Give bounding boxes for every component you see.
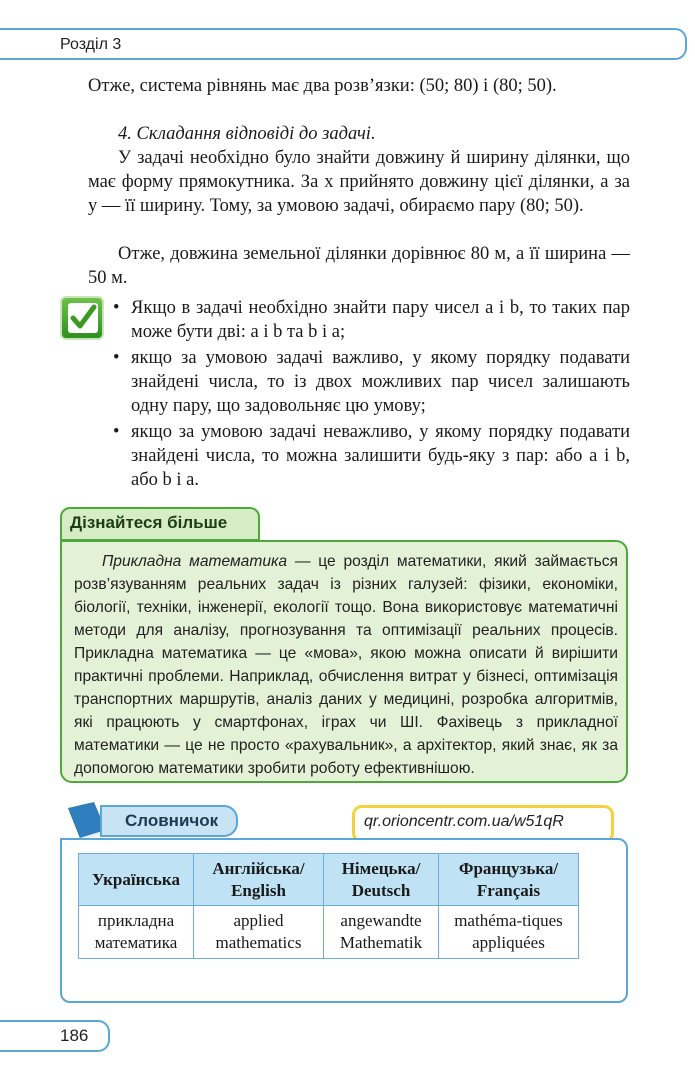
bullet-item (113, 296, 630, 344)
learn-more-text (74, 550, 618, 780)
bullet-dot: • (113, 298, 120, 318)
learn-more-term: Прикладна математика (102, 553, 288, 570)
bullet-text: якщо за умовою задачі важливо, у якому порядку подавати знайдені числа, то із двох можливих пар чисел залишають одну пару, що задовольняє цю умову; (131, 348, 630, 416)
section-title: Розділ 3 (60, 36, 122, 53)
dictionary-title: Словничок (125, 811, 219, 830)
table-cell: applied mathematics (194, 906, 324, 959)
bullet-text: Якщо в задачі необхідно знайти пару чисел a і b, то таких пар може бути дві: a і b та b і a; (131, 298, 630, 342)
table-cell: angewandte Mathematik (324, 906, 439, 959)
bullet-item (113, 346, 630, 418)
page-number: 186 (60, 1026, 89, 1045)
bullet-item (113, 420, 630, 492)
column-header: Англійська/ English (194, 854, 324, 906)
bullet-dot: • (113, 422, 120, 442)
paragraph-task: У задачі необхідно було знайти довжину й ширину ділянки, що має форму прямокутника. За x прийнято довжину цієї ділянки, а за y — її ширину. Тому, за умовою задачі, обираємо пару (80; 50). (88, 148, 630, 216)
dictionary-table (78, 853, 579, 959)
column-header: Німецька/ Deutsch (324, 854, 439, 906)
table-header-row (79, 854, 579, 906)
paragraph-step4: 4. Складання відповіді до задачі. (118, 124, 376, 144)
column-header: Французька/ Français (439, 854, 579, 906)
bullet-text: якщо за умовою задачі неважливо, у якому порядку подавати знайдені числа, то можна залишити будь-яку з пар: або a і b, або b і a. (131, 422, 630, 490)
table-cell: прикладна математика (79, 906, 194, 959)
paragraph-solutions: Отже, система рівнянь має два розв’язки: (50; 80) і (80; 50). (88, 76, 557, 96)
checkmark-icon (60, 296, 104, 340)
table-row (79, 906, 579, 959)
learn-more-title: Дізнайтеся більше (70, 513, 228, 532)
page-number-box (0, 1020, 110, 1052)
learn-more-body: — це розділ математики, який займається розв’язуванням реальних задач із різних галузей: фізики, економіки, біології, техніки, інженерії, екології тощо. Вона використовує математичні методи для аналізу, прогнозування та оптимізації реальних процесів. Прикладна математика — це «мова», якою можна описати й вирішити практичні проблеми. Наприклад, обчислення витрат у бізнесі, оптимізація транспортних маршрутів, аналіз даних у медицині, розробка алгоритмів, які працюють у смартфонах, іграх чи ШІ. Фахівець з прикладної математики — це не просто «рахувальник», а архітектор, який знає, як за допомогою математики зробити роботу ефективнішою. (74, 553, 618, 777)
table-cell: mathéma-tiques appliquées (439, 906, 579, 959)
column-header: Українська (79, 854, 194, 906)
bullet-dot: • (113, 348, 120, 368)
paragraph-answer: Отже, довжина земельної ділянки дорівнює 80 м, а її ширина — 50 м. (88, 244, 630, 288)
qr-link[interactable]: qr.orioncentr.com.ua/w51qR (364, 813, 564, 830)
